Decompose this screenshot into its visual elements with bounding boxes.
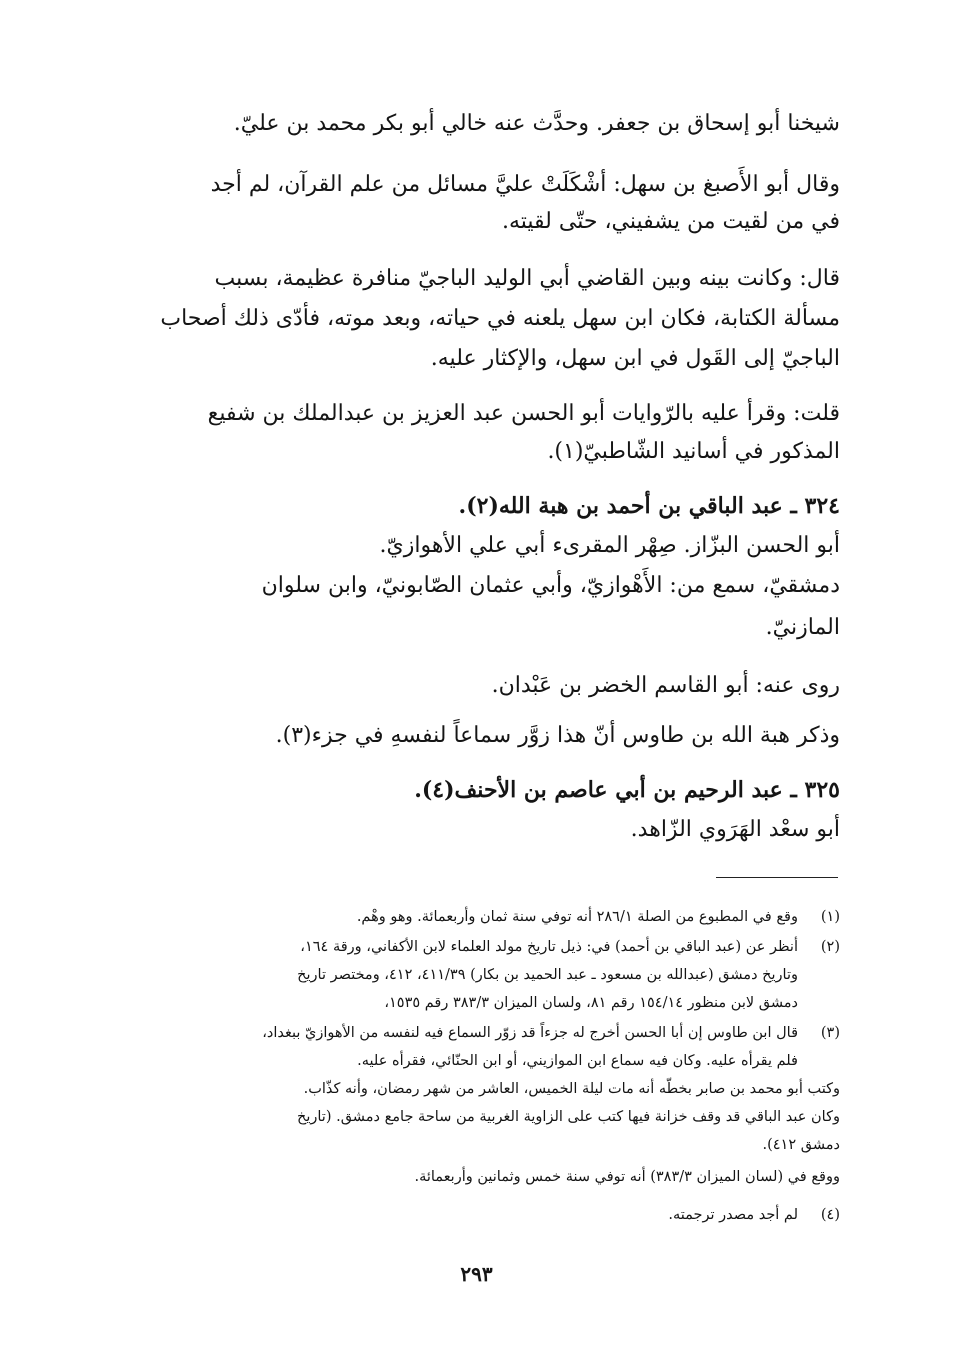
footnote-number: (٢) bbox=[820, 939, 840, 955]
text-line: المذكور في أسانيد الشّاطبيّ(١). bbox=[547, 439, 840, 464]
text-line: الباجيّ إلى القَول في ابن سهل، والإكثار عليه. bbox=[430, 346, 840, 371]
text-line: قلت: وقرأ عليه بالرّوايات أبو الحسن عبد العزيز بن عبدالملك بن شفيع bbox=[207, 401, 840, 426]
footnote-number: (٤) bbox=[820, 1207, 840, 1223]
text-line: المازنيّ. bbox=[765, 615, 840, 640]
footnote-line: وقع في المطبوع من الصلة ٢٨٦/١ أنه توفي سنة ثمان وأربعمائة. وهو وهْم. bbox=[356, 909, 798, 925]
text-line: أبو سعْد الهَرَوي الزّاهد. bbox=[630, 817, 840, 842]
footnote-line: لم أجد مصدر ترجمته. bbox=[668, 1207, 798, 1223]
text-line: وقال أبو الأَصبغ بن سهل: أشْكَلَتْ عليَّ مسائل من علم القرآن، لم أجد bbox=[210, 172, 840, 197]
text-line: شيخنا أبو إسحاق بن جعفر. وحدَّث عنه خالي أبو بكر محمد بن عليّ. bbox=[233, 111, 840, 136]
text-line: في من لقيت من يشفيني، حتّى لقيته. bbox=[501, 209, 840, 234]
text-line: دمشقيّ، سمع من: الأَهْوازيّ، وأبي عثمان الصّابونيّ، وابن سلوان bbox=[261, 573, 840, 598]
footnote-line: دمشق لابن منظور ١٥٤/١٤ رقم ٨١، ولسان الميزان ٣٨٣/٣ رقم ١٥٣٥، bbox=[384, 995, 798, 1011]
footnote-line: أنظر عن (عبد الباقي بن أحمد) في: ذيل تاريخ مولد العلماء لابن الأكفاني، ورقة ١٦٤، bbox=[300, 939, 798, 955]
footnote-number: (١) bbox=[820, 909, 840, 925]
text-line: وذكر هبة الله بن طاوس أنّ هذا زوَّر سماعاً لنفسهِ في جزء(٣). bbox=[275, 723, 840, 748]
footnote-line: فلم يقرأه عليه. وكان فيه سماع ابن الموازيني، أو ابن الحنّائي، فقرأه عليه. bbox=[357, 1053, 798, 1069]
text-line: قال: وكانت بينه وبين القاضي أبي الوليد الباجيّ منافرة عظيمة، بسبب bbox=[214, 266, 840, 291]
footnote-line: قال ابن طاوس إن أبا الحسن أخرج له جزءاً قد زوّر السماع فيه لنفسه من الأهوازيّ ببغداد، bbox=[262, 1025, 798, 1041]
text-line: روى عنه: أبو القاسم الخضر بن عَبْدان. bbox=[491, 673, 840, 698]
text-line: مسألة الكتابة، فكان ابن سهل يلعنه في حياته، وبعد موته، فأدّى ذلك أصحاب bbox=[160, 306, 840, 331]
footnote-line: دمشق ٤١٢). bbox=[762, 1137, 840, 1153]
footnote-line: ووقع في (لسان الميزان ٣٨٣/٣) أنه توفي سنة خمس وثمانين وأربعمائة. bbox=[414, 1169, 840, 1185]
entry-heading-325: ٣٢٥ ـ عبد الرحيم بن أبي عاصم بن الأحنف(٤). bbox=[414, 777, 840, 803]
page-number: ٢٩٣ bbox=[460, 1262, 493, 1286]
footnote-separator bbox=[716, 877, 838, 878]
entry-heading-324: ٣٢٤ ـ عبد الباقي بن أحمد بن هبة الله(٢). bbox=[458, 493, 840, 519]
footnote-line: وتاريخ دمشق (عبدالله بن مسعود ـ عبد الحميد بن بكار) ٤١١/٣٩، ٤١٢، ومختصر تاريخ bbox=[297, 967, 798, 983]
footnote-number: (٣) bbox=[820, 1025, 840, 1041]
footnote-line: وكان عبد الباقي قد وقف خزانة فيها كتب على الزاوية الغربية من ساحة جامع دمشق. (تاريخ bbox=[296, 1109, 840, 1125]
text-line: أبو الحسن البزّاز. صِهْر المقرىء أبي علي الأهوازيّ. bbox=[379, 533, 840, 558]
footnote-line: وكتب أبو محمد بن صابر بخطّه أنه مات ليلة الخميس، العاشر من شهر رمضان، وأنه كذّاب. bbox=[303, 1081, 840, 1097]
